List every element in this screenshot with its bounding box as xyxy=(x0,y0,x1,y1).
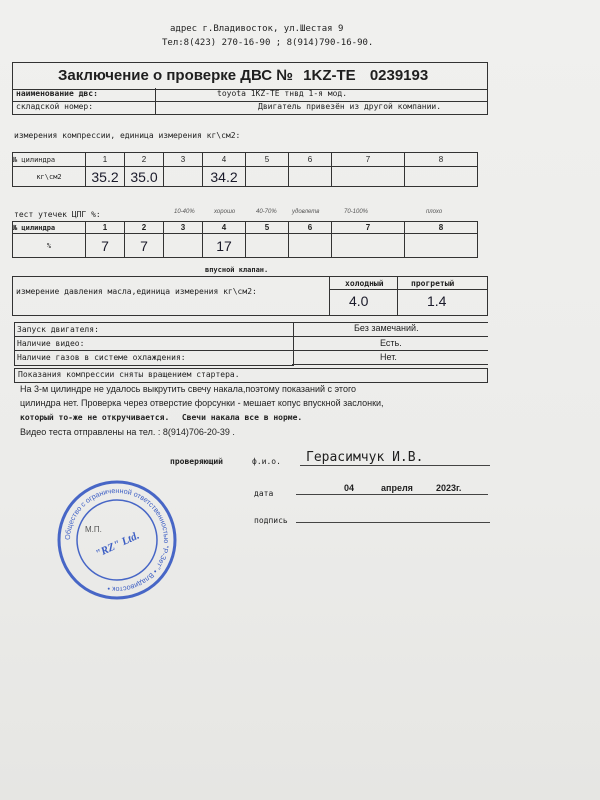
compression-value xyxy=(332,167,405,187)
title-number: 0239193 xyxy=(369,67,429,84)
leak-value: 7 xyxy=(86,234,125,258)
title-prefix: Заключение о проверке ДВС № xyxy=(58,67,293,84)
starter-note-box xyxy=(14,368,488,383)
check-label: Запуск двигателя: xyxy=(17,325,99,334)
leak-scale-item: 10-40% xyxy=(174,209,195,215)
cyl-num: 7 xyxy=(332,222,405,234)
leak-unit-label: % xyxy=(13,234,86,258)
compression-cylinder-row xyxy=(13,153,478,167)
check-value: Нет. xyxy=(380,352,397,362)
leak-value xyxy=(289,234,332,258)
remarks xyxy=(20,382,384,439)
remark-part: Свечи накала все в норме. xyxy=(181,413,303,422)
check-label: Наличие видео: xyxy=(17,339,85,348)
cyl-num: 3 xyxy=(164,153,203,167)
oil-cold-value: 4.0 xyxy=(349,293,369,309)
oil-pressure-box xyxy=(12,276,488,316)
engine-name-row xyxy=(12,88,488,102)
leak-heading: тест утечек ЦПГ %: xyxy=(14,210,101,219)
leak-scale-item: плохо xyxy=(426,209,443,215)
company-stamp xyxy=(55,478,179,602)
compression-value xyxy=(246,167,289,187)
title xyxy=(58,67,428,84)
check-label: Наличие газов в системе охлаждения: xyxy=(17,353,186,362)
cyl-num: 2 xyxy=(125,153,164,167)
warehouse-value: Двигатель привезён из другой компании. xyxy=(258,102,442,111)
remark-line: Видео теста отправлены на тел. : 8(914)706-20-39 . xyxy=(20,427,235,437)
cyl-num: 2 xyxy=(125,222,164,234)
inspector-name: Герасимчук И.В. xyxy=(306,450,424,465)
check-value: Без замечаний. xyxy=(354,323,419,333)
leak-scale-item: 70-100% xyxy=(344,209,369,215)
leak-cylinder-row xyxy=(13,222,478,234)
date-month: апреля xyxy=(381,483,413,493)
leak-value xyxy=(332,234,405,258)
date-label: дата xyxy=(254,489,274,498)
compression-value xyxy=(289,167,332,187)
inspector-fio-label: ф.и.о. xyxy=(252,457,281,466)
engine-name-label: наименование двс: xyxy=(16,89,98,98)
cyl-num: 7 xyxy=(332,153,405,167)
leak-scale-item: удовлетв xyxy=(292,209,320,215)
title-box xyxy=(12,62,488,90)
signature-label: подпись xyxy=(254,516,288,525)
stamp-mp: М.П. xyxy=(85,525,102,534)
leak-value: 7 xyxy=(125,234,164,258)
compression-value-row xyxy=(13,167,478,187)
cyl-num: 1 xyxy=(86,222,125,234)
stamp-ring-text: Общество с ограниченной ответственностью "Р-Зет" • Владивосток • xyxy=(62,485,172,595)
cyl-num: 6 xyxy=(289,153,332,167)
leak-value xyxy=(405,234,478,258)
compression-value: 34.2 xyxy=(203,167,246,187)
leak-scale-item: 40-70% xyxy=(256,209,277,215)
check-value: Есть. xyxy=(380,338,402,348)
oil-hot-value: 1.4 xyxy=(427,293,447,309)
oil-pressure-label: измерение давления масла,единица измерения кг\см2: xyxy=(16,287,257,296)
leak-scale xyxy=(164,207,484,219)
compression-heading: измерения компрессии, единица измерения кг\см2: xyxy=(14,131,241,140)
leak-scale-item: хорошо xyxy=(214,209,236,215)
cyl-num: 8 xyxy=(405,222,478,234)
inspector-label: проверяющий xyxy=(170,457,223,466)
leak-cylinder-label: № цилиндра xyxy=(13,222,86,234)
cyl-num: 4 xyxy=(203,153,246,167)
leak-value-row xyxy=(13,234,478,258)
leak-value: 17 xyxy=(203,234,246,258)
remark-line: На 3-м цилиндре не удалось выкрутить свечу накала,поэтому показаний с этого xyxy=(20,384,357,394)
cyl-num: 6 xyxy=(289,222,332,234)
cyl-num: 5 xyxy=(246,222,289,234)
phones-line: Тел:8(423) 270-16-90 ; 8(914)790-16-90. xyxy=(162,38,374,48)
leak-value xyxy=(246,234,289,258)
oil-cold-label: холодный xyxy=(345,279,384,288)
compression-value: 35.0 xyxy=(125,167,164,187)
compression-value xyxy=(164,167,203,187)
cyl-num: 8 xyxy=(405,153,478,167)
leak-value xyxy=(164,234,203,258)
date-day: 04 xyxy=(344,483,355,493)
warehouse-label: складской номер: xyxy=(16,102,94,111)
starter-note: Показания компрессии сняты вращением стартера. xyxy=(18,370,240,379)
leak-table xyxy=(12,221,478,258)
cyl-num: 5 xyxy=(246,153,289,167)
title-model: 1KZ-TE xyxy=(303,67,356,84)
compression-unit-label: кг\см2 xyxy=(13,167,86,187)
cyl-num: 3 xyxy=(164,222,203,234)
remark-line: цилиндра нет. Проверка через отверстие форсунки - мешает копус впускной заслонки, xyxy=(20,398,384,408)
warehouse-row xyxy=(12,101,488,115)
address-line: адрес г.Владивосток, ул.Шестая 9 xyxy=(170,24,344,34)
cyl-num: 1 xyxy=(86,153,125,167)
compression-value: 35.2 xyxy=(86,167,125,187)
oil-hot-label: прогретый xyxy=(411,279,455,288)
stamp-center-text: "RZ" Ltd. xyxy=(93,529,142,561)
remark-line xyxy=(20,410,384,425)
intake-valve-note: впусной клапан. xyxy=(205,266,269,274)
compression-value xyxy=(405,167,478,187)
engine-name-value: toyota 1KZ-TE тнвд 1-я мод. xyxy=(217,89,348,98)
cyl-num: 4 xyxy=(203,222,246,234)
remark-part: который то-же не откручивается. xyxy=(20,413,170,422)
compression-cylinder-label: № цилиндра xyxy=(13,153,86,167)
date-year: 2023г. xyxy=(436,483,462,493)
compression-table xyxy=(12,152,478,187)
